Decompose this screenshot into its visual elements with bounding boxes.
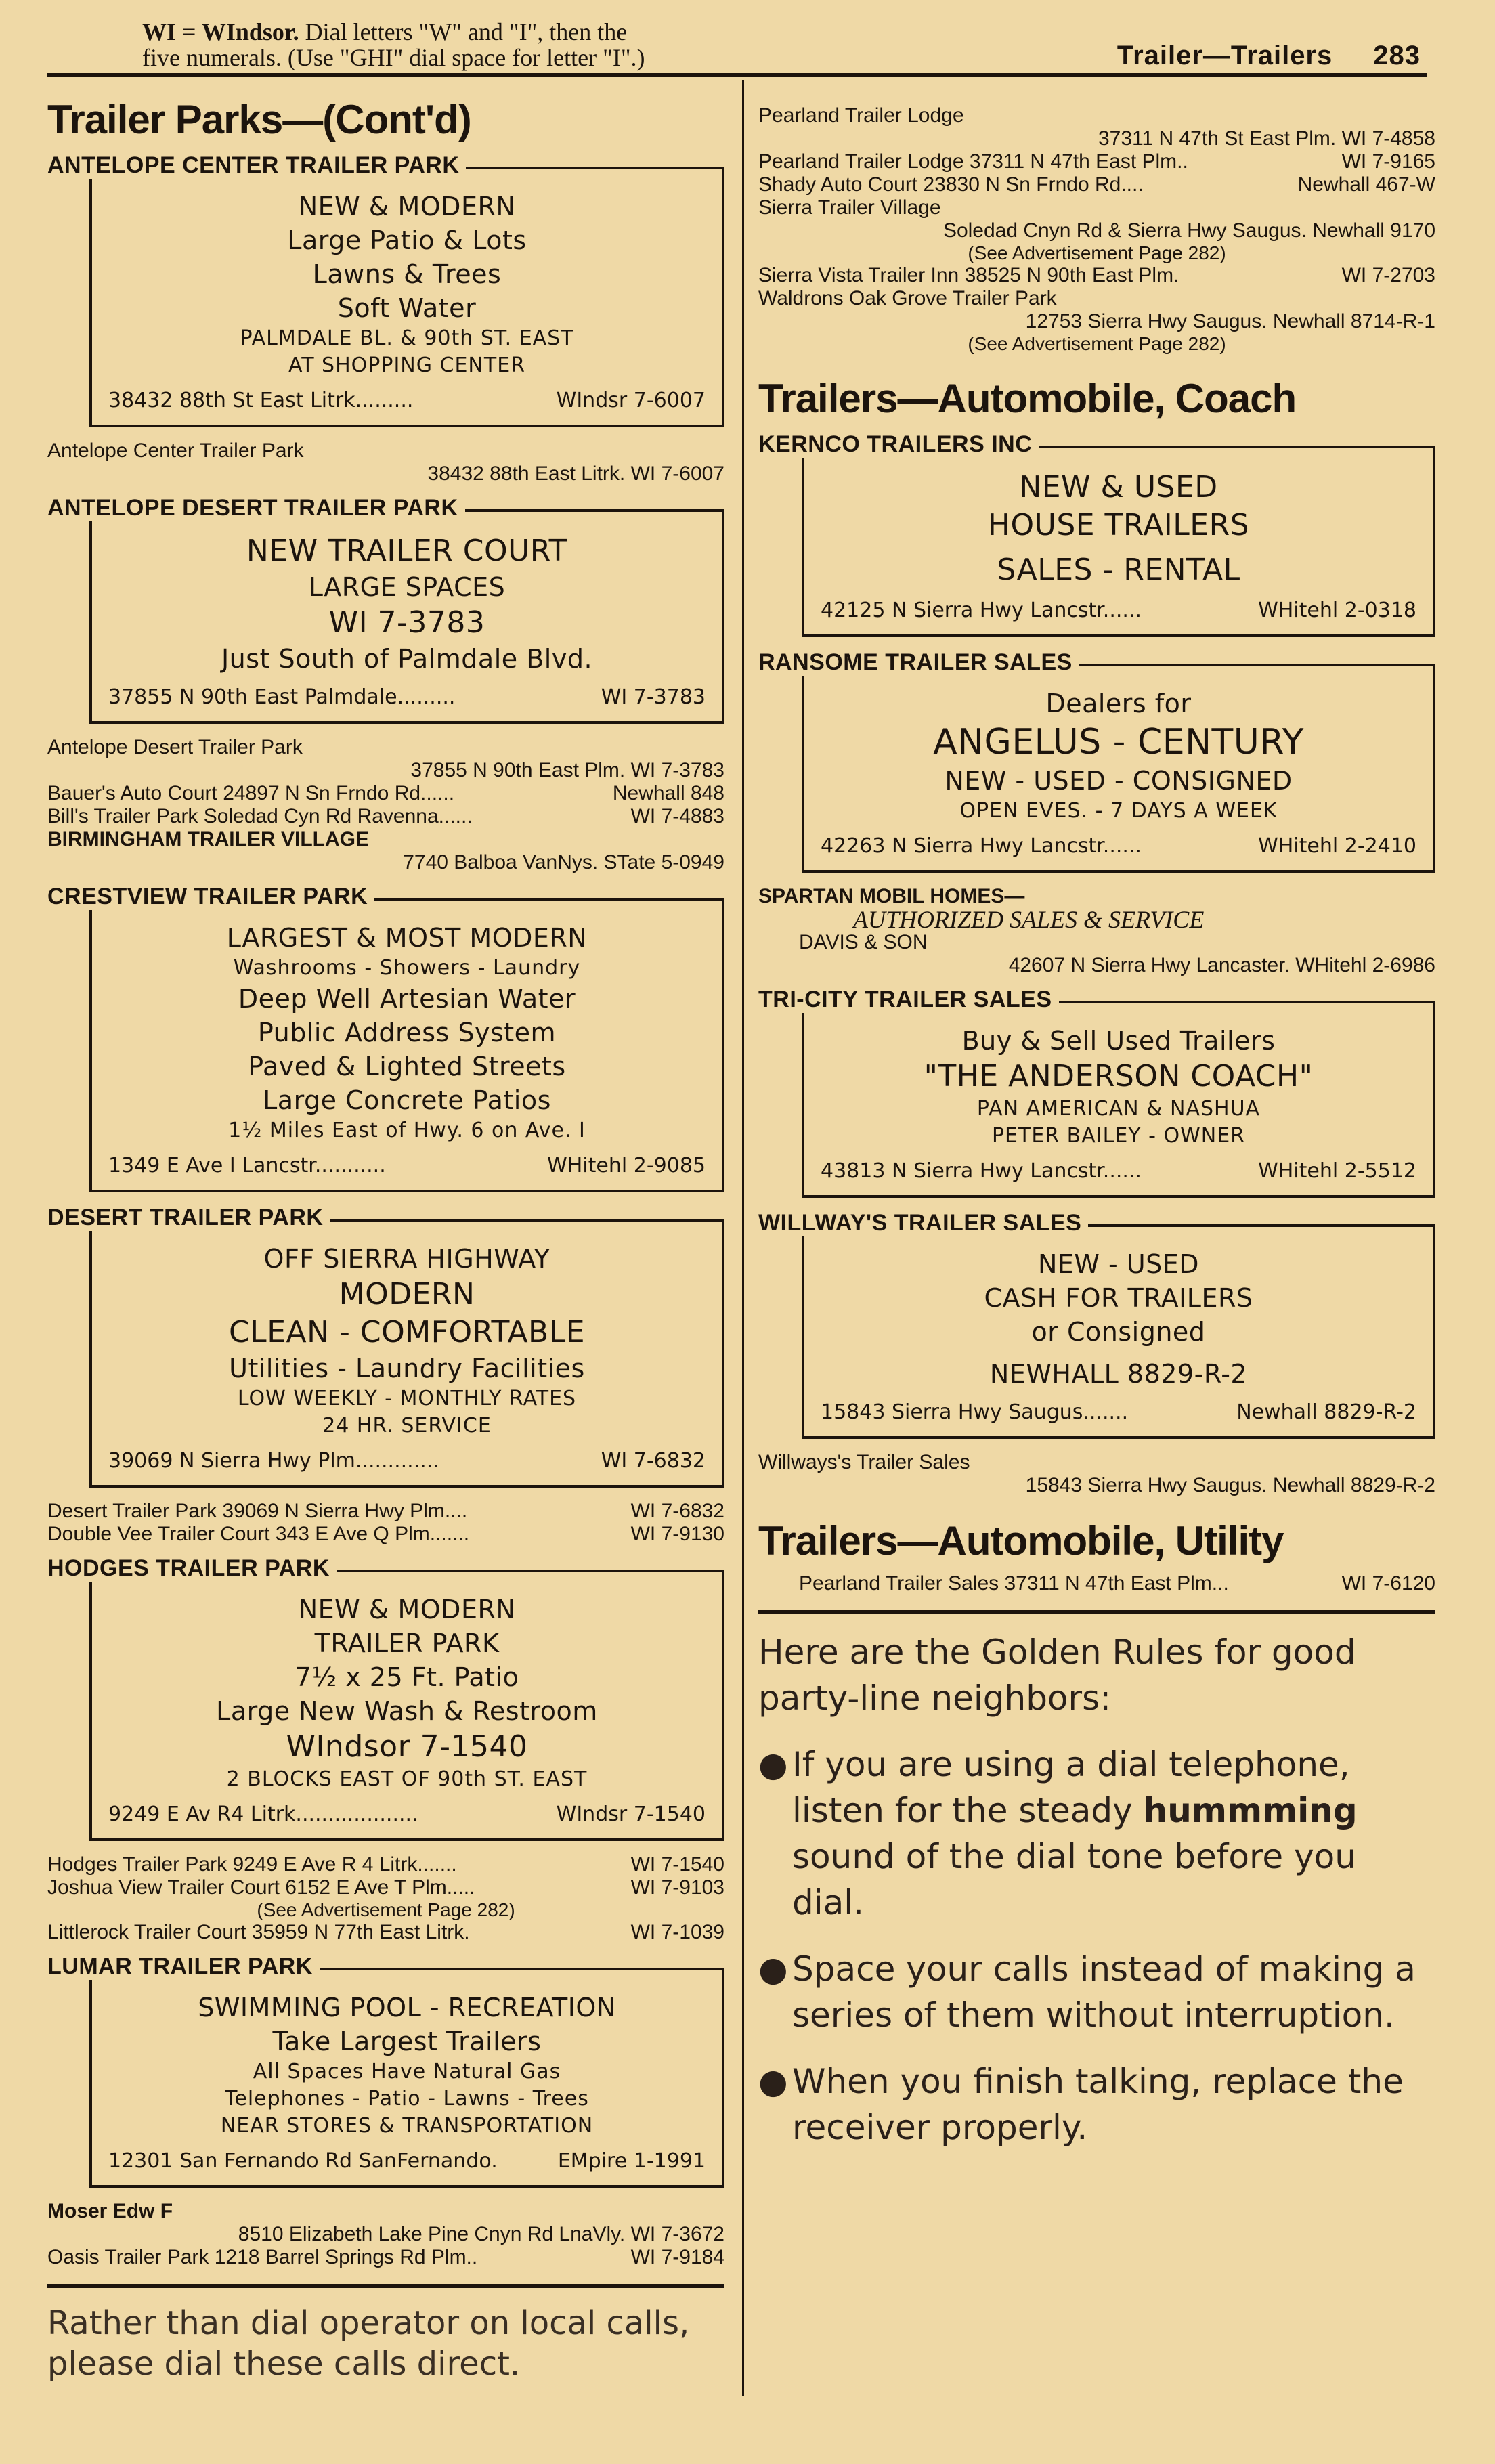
ad-tri-city: TRI-CITY TRAILER SALES Buy & Sell Used Trailers "THE ANDERSON COACH" PAN AMERICAN & NASHUA PETER BAILEY - OWNER 43813 N Sierra Hwy Lancstr...... WHitehl 2-5512	[758, 987, 1435, 1198]
section-title-automobile-coach: Trailers—Automobile, Coach	[758, 376, 1297, 421]
listing-joshua-view: Joshua View Trailer Court 6152 E Ave T Plm..... WI 7-9103	[47, 1876, 724, 1899]
listing-sierra-vista: Sierra Vista Trailer Inn 38525 N 90th East Plm. WI 7-2703	[758, 264, 1435, 286]
ad-antelope-center: ANTELOPE CENTER TRAILER PARK NEW & MODERN Large Patio & Lots Lawns & Trees Soft Water PALMDALE BL. & 90th ST. EAST AT SHOPPING CENTER 38432 88th St East Litrk......... WIndsr 7-6007	[47, 152, 724, 427]
listing-pearland-sales: Pearland Trailer Sales 37311 N 47th East Plm... WI 7-6120	[799, 1572, 1435, 1595]
listing-shady: Shady Auto Court 23830 N Sn Frndo Rd.... Newhall 467-W	[758, 173, 1435, 196]
ad-kernco: KERNCO TRAILERS INC NEW & USED HOUSE TRAILERS SALES - RENTAL 42125 N Sierra Hwy Lancstr...... WHitehl 2-0318	[758, 431, 1435, 637]
bullet-icon: ●	[758, 1745, 788, 1784]
left-column	[47, 80, 724, 2384]
listing-antelope-center: Antelope Center Trailer Park 38432 88th East Litrk. WI 7-6007	[47, 439, 724, 485]
rules-rule	[758, 1610, 1435, 1614]
listing-moser: Moser Edw F 8510 Elizabeth Lake Pine Cnyn Rd LnaVly. WI 7-3672	[47, 2200, 724, 2245]
header-rule	[47, 73, 1427, 77]
listing-oasis: Oasis Trailer Park 1218 Barrel Springs Rd Plm.. WI 7-9184	[47, 2246, 724, 2268]
section-title-automobile-utility: Trailers—Automobile, Utility	[758, 1518, 1284, 1563]
ad-desert: DESERT TRAILER PARK OFF SIERRA HIGHWAY MODERN CLEAN - COMFORTABLE Utilities - Laundry Facilities LOW WEEKLY - MONTHLY RATES 24 HR. SERVICE 39069 N Sierra Hwy Plm............. WI 7-6832	[47, 1205, 724, 1488]
listing-antelope-desert: Antelope Desert Trailer Park 37855 N 90th East Plm. WI 7-3783	[47, 736, 724, 781]
listing-desert: Desert Trailer Park 39069 N Sierra Hwy Plm.... WI 7-6832	[47, 1500, 724, 1522]
listing-spartan: SPARTAN MOBIL HOMES— AUTHORIZED SALES & SERVICE DAVIS & SON 42607 N Sierra Hwy Lancaster. WHitehl 2-6986	[758, 885, 1435, 976]
listing-pearland-lodge: Pearland Trailer Lodge 37311 N 47th St East Plm. WI 7-4858	[758, 104, 1435, 150]
listing-hodges: Hodges Trailer Park 9249 E Ave R 4 Litrk....... WI 7-1540	[47, 1853, 724, 1876]
dialing-note: WI = WIndsor. Dial letters "W" and "I", then the five numerals. (Use "GHI" dial space for letter "I".)	[142, 18, 645, 71]
ad-willway: WILLWAY'S TRAILER SALES NEW - USED CASH FOR TRAILERS or Consigned NEWHALL 8829-R-2 15843 Sierra Hwy Saugus....... Newhall 8829-R-2	[758, 1210, 1435, 1439]
page-number: 283	[1373, 41, 1421, 70]
golden-rule-3: ● When you finish talking, replace the receiver properly.	[758, 2058, 1435, 2150]
page-heading	[1117, 41, 1421, 71]
listing-birmingham: BIRMINGHAM TRAILER VILLAGE 7740 Balboa VanNys. STate 5-0949	[47, 828, 724, 873]
right-column	[758, 80, 1435, 2150]
listing-sierra-village: Sierra Trailer Village Soledad Cnyn Rd & Sierra Hwy Saugus. Newhall 9170	[758, 196, 1435, 242]
see-ad-note: (See Advertisement Page 282)	[968, 242, 1226, 263]
see-ad-note: (See Advertisement Page 282)	[257, 1899, 515, 1920]
section-title-trailer-parks: Trailer Parks—(Cont'd)	[47, 97, 471, 142]
golden-rules-intro: Here are the Golden Rules for good party-line neighbors:	[758, 1633, 1356, 1718]
listing-willway: Willways's Trailer Sales 15843 Sierra Hwy Saugus. Newhall 8829-R-2	[758, 1451, 1435, 1496]
listing-bills: Bill's Trailer Park Soledad Cyn Rd Ravenna...... WI 7-4883	[47, 805, 724, 827]
listing-waldrons: Waldrons Oak Grove Trailer Park 12753 Sierra Hwy Saugus. Newhall 8714-R-1	[758, 287, 1435, 332]
golden-rule-2: ● Space your calls instead of making a series of them without interruption.	[758, 1946, 1435, 2038]
see-ad-note: (See Advertisement Page 282)	[968, 333, 1226, 354]
ad-hodges: HODGES TRAILER PARK NEW & MODERN TRAILER PARK 7½ x 25 Ft. Patio Large New Wash & Restroom WIndsor 7-1540 2 BLOCKS EAST OF 90th ST. EAST 9249 E Av R4 Litrk................... WIndsr 7-1540	[47, 1555, 724, 1841]
listing-pearland-lodge-2: Pearland Trailer Lodge 37311 N 47th East Plm.. WI 7-9165	[758, 150, 1435, 173]
footer-rule	[47, 2284, 724, 2288]
bullet-icon: ●	[758, 2062, 788, 2101]
listing-double-vee: Double Vee Trailer Court 343 E Ave Q Plm....... WI 7-9130	[47, 1523, 724, 1545]
golden-rule-1: ● If you are using a dial telephone, listen for the steady hummming sound of the dial tone before you dial.	[758, 1742, 1435, 1926]
ad-antelope-desert: ANTELOPE DESERT TRAILER PARK NEW TRAILER COURT LARGE SPACES WI 7-3783 Just South of Palmdale Blvd. 37855 N 90th East Palmdale......... WI 7-3783	[47, 495, 724, 724]
ad-lumar: LUMAR TRAILER PARK SWIMMING POOL - RECREATION Take Largest Trailers All Spaces Have Natural Gas Telephones - Patio - Lawns - Trees NEAR STORES & TRANSPORTATION 12301 San Fernando Rd SanFernando. EMpire 1-1991	[47, 1953, 724, 2188]
dial-direct-note: Rather than dial operator on local calls, please dial these calls direct.	[47, 2304, 690, 2383]
listing-bauers: Bauer's Auto Court 24897 N Sn Frndo Rd...... Newhall 848	[47, 782, 724, 804]
ad-ransome: RANSOME TRAILER SALES Dealers for ANGELUS - CENTURY NEW - USED - CONSIGNED OPEN EVES. - 7 DAYS A WEEK 42263 N Sierra Hwy Lancstr...... WHitehl 2-2410	[758, 649, 1435, 873]
listing-littlerock: Littlerock Trailer Court 35959 N 77th East Litrk. WI 7-1039	[47, 1921, 724, 1943]
column-divider	[742, 80, 744, 2396]
bullet-icon: ●	[758, 1949, 788, 1989]
section-heading: Trailer—Trailers	[1117, 41, 1333, 70]
ad-crestview: CRESTVIEW TRAILER PARK LARGEST & MOST MODERN Washrooms - Showers - Laundry Deep Well Artesian Water Public Address System Paved & Lighted Streets Large Concrete Patios 1½ Miles East of Hwy. 6 on Ave. I 1349 E Ave I Lancstr........... WHitehl 2-9085	[47, 884, 724, 1192]
